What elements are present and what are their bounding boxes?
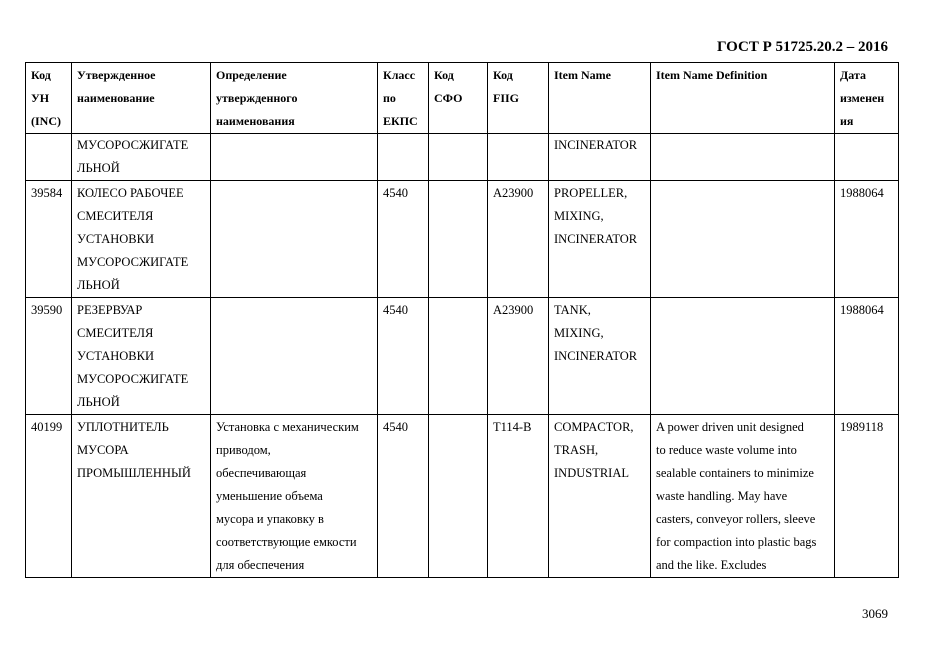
cell-item-name-definition bbox=[651, 181, 835, 298]
cell-fiig-code: T114-B bbox=[488, 415, 549, 578]
cell-change-date: 1988064 bbox=[835, 181, 899, 298]
cell-sfo-code bbox=[429, 181, 488, 298]
standard-header: ГОСТ Р 51725.20.2 – 2016 bbox=[716, 39, 888, 55]
cell-ekps-class bbox=[378, 134, 429, 181]
cell-fiig-code bbox=[488, 134, 549, 181]
table-header-row bbox=[26, 63, 899, 134]
cell-item-name-definition: A power driven unit designed to reduce waste volume into sealable containers to minimize waste handling. May have casters, conveyor rollers, sleeve for compaction into plastic bags and the like. Excludes bbox=[651, 415, 835, 578]
cell-inc: 39590 bbox=[26, 298, 72, 415]
cell-item-name: INCINERATOR bbox=[549, 134, 651, 181]
cell-sfo-code bbox=[429, 415, 488, 578]
cell-approved-name: МУСОРОСЖИГАТЕ ЛЬНОЙ bbox=[72, 134, 211, 181]
col-header-inc: Код УН (INC) bbox=[26, 63, 72, 134]
col-header-definition: Определение утвержденного наименования bbox=[211, 63, 378, 134]
table-row bbox=[26, 298, 899, 415]
cell-definition bbox=[211, 181, 378, 298]
cell-item-name: PROPELLER, MIXING, INCINERATOR bbox=[549, 181, 651, 298]
table-row bbox=[26, 134, 899, 181]
table-row bbox=[26, 181, 899, 298]
cell-item-name-definition bbox=[651, 134, 835, 181]
cell-fiig-code: A23900 bbox=[488, 298, 549, 415]
cell-inc: 40199 bbox=[26, 415, 72, 578]
col-header-item-name-definition: Item Name Definition bbox=[651, 63, 835, 134]
cell-approved-name: РЕЗЕРВУАР СМЕСИТЕЛЯ УСТАНОВКИ МУСОРОСЖИГАТЕ ЛЬНОЙ bbox=[72, 298, 211, 415]
classification-table bbox=[25, 62, 899, 578]
cell-ekps-class: 4540 bbox=[378, 181, 429, 298]
col-header-approved-name: Утвержденное наименование bbox=[72, 63, 211, 134]
col-header-item-name: Item Name bbox=[549, 63, 651, 134]
cell-definition bbox=[211, 134, 378, 181]
cell-sfo-code bbox=[429, 298, 488, 415]
col-header-ekps-class: Класс по ЕКПС bbox=[378, 63, 429, 134]
col-header-change-date: Дата изменен ия bbox=[835, 63, 899, 134]
cell-fiig-code: A23900 bbox=[488, 181, 549, 298]
cell-inc bbox=[26, 134, 72, 181]
cell-ekps-class: 4540 bbox=[378, 298, 429, 415]
cell-change-date bbox=[835, 134, 899, 181]
col-header-fiig-code: Код FIIG bbox=[488, 63, 549, 134]
cell-approved-name: УПЛОТНИТЕЛЬ МУСОРА ПРОМЫШЛЕННЫЙ bbox=[72, 415, 211, 578]
cell-change-date: 1989118 bbox=[835, 415, 899, 578]
cell-item-name: TANK, MIXING, INCINERATOR bbox=[549, 298, 651, 415]
cell-ekps-class: 4540 bbox=[378, 415, 429, 578]
cell-definition bbox=[211, 298, 378, 415]
col-header-sfo-code: Код СФО bbox=[429, 63, 488, 134]
cell-approved-name: КОЛЕСО РАБОЧЕЕ СМЕСИТЕЛЯ УСТАНОВКИ МУСОРОСЖИГАТЕ ЛЬНОЙ bbox=[72, 181, 211, 298]
cell-item-name: COMPACTOR, TRASH, INDUSTRIAL bbox=[549, 415, 651, 578]
cell-inc: 39584 bbox=[26, 181, 72, 298]
cell-sfo-code bbox=[429, 134, 488, 181]
page-number: 3069 bbox=[862, 606, 888, 621]
table-row bbox=[26, 415, 899, 578]
cell-item-name-definition bbox=[651, 298, 835, 415]
cell-change-date: 1988064 bbox=[835, 298, 899, 415]
cell-definition: Установка с механическим приводом, обеспечивающая уменьшение объема мусора и упаковку в соответствующие емкости для обеспечения bbox=[211, 415, 378, 578]
